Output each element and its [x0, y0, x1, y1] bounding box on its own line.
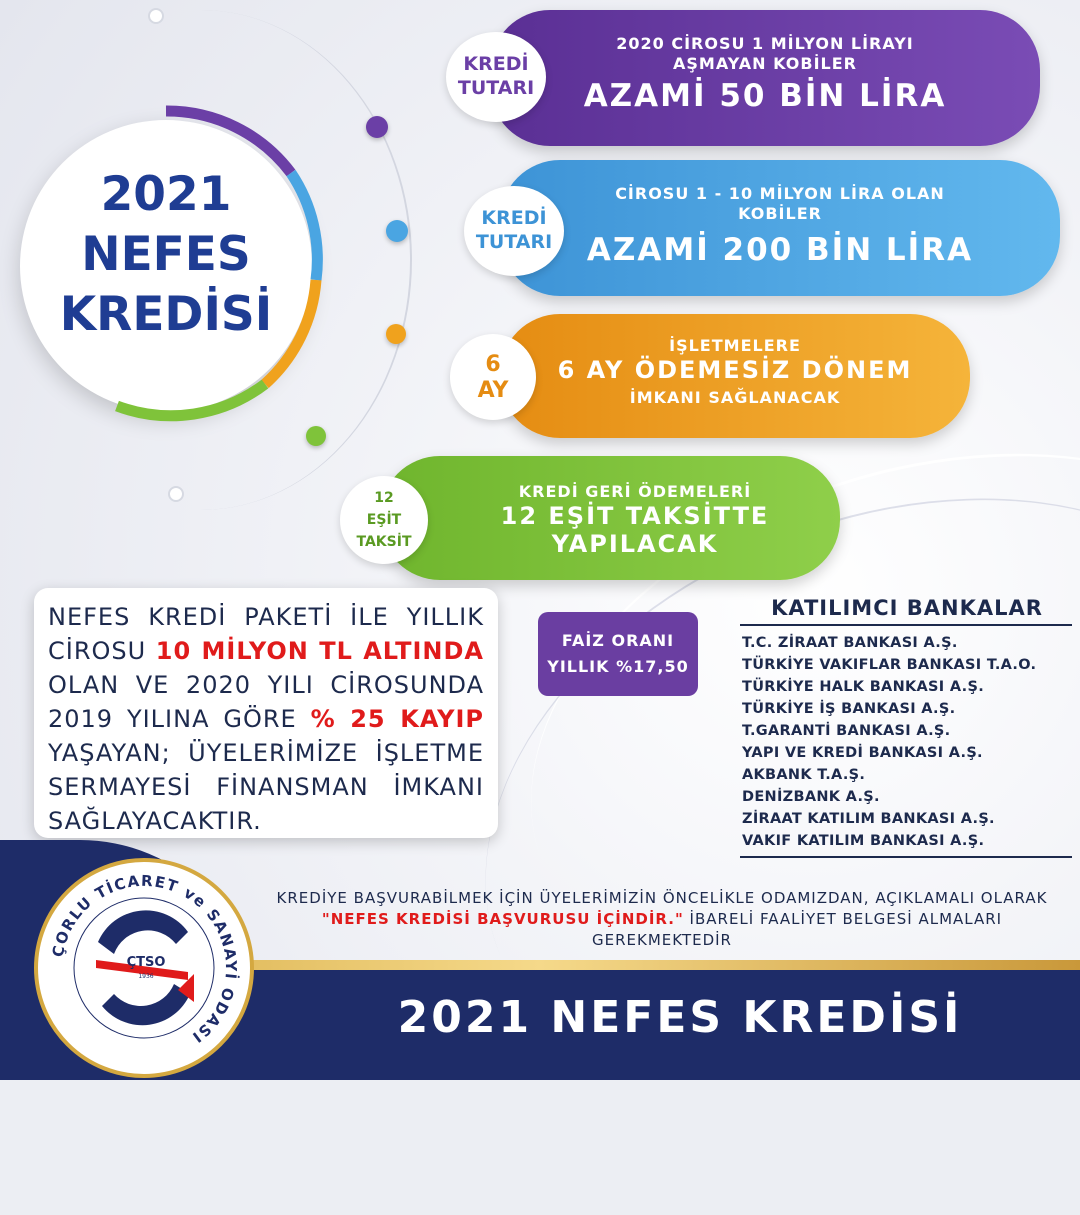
banks-list	[742, 632, 1080, 852]
ctso-logo-emblem	[38, 862, 250, 1074]
card-1-line2: AŞMAYAN KOBİLER	[673, 54, 857, 73]
card-4-line1: KREDİ GERİ ÖDEMELERİ	[518, 482, 752, 501]
blue-dot	[386, 220, 408, 242]
divider	[740, 624, 1072, 626]
bank-item: YAPI VE KREDİ BANKASI A.Ş.	[742, 745, 983, 761]
card-2-headline: AZAMİ 200 BİN LİRA	[586, 232, 974, 268]
card-1-headline: AZAMİ 50 BİN LİRA	[583, 78, 947, 114]
card-3-line1: İŞLETMELERE	[669, 336, 801, 355]
logo-center-text: ÇTSO	[126, 955, 166, 970]
bank-item: TÜRKİYE HALK BANKASI A.Ş.	[742, 679, 984, 695]
bank-item: T.GARANTİ BANKASI A.Ş.	[742, 723, 951, 739]
bank-item: TÜRKİYE İŞ BANKASI A.Ş.	[742, 701, 956, 717]
green-dot	[306, 426, 326, 446]
card-3-headline: 6 AY ÖDEMESİZ DÖNEM	[557, 356, 913, 384]
timeline-end-dot	[168, 486, 184, 502]
footer-title: 2021 NEFES KREDİSİ	[397, 992, 963, 1043]
bank-item: DENİZBANK A.Ş.	[742, 789, 880, 805]
grace-period-card	[500, 314, 970, 438]
logo-ring-text: ÇORLU TİCARET ve SANAYİ ODASI	[48, 871, 241, 1047]
bank-item: T.C. ZİRAAT BANKASI A.Ş.	[742, 635, 958, 651]
logo-year-text: 1936	[138, 973, 154, 980]
card-1-tab: KREDİ TUTARI	[446, 32, 546, 122]
main-title: 2021 NEFES KREDİSİ	[59, 167, 273, 342]
bank-item: ZİRAAT KATILIM BANKASI A.Ş.	[742, 811, 995, 827]
card-4-headline-2: YAPILACAK	[551, 530, 719, 558]
bank-item: AKBANK T.A.Ş.	[742, 767, 866, 783]
interest-rate-badge: FAİZ ORANI YILLIK %17,50	[538, 612, 698, 696]
info-text: NEFES KREDİ PAKETİ İLE YILLIK CİROSU 10 MİLYON TL ALTINDA OLAN VE 2020 YILI CİROSUNDA 2019 YILINA GÖRE % 25 KAYIP YAŞAYAN; ÜYELERİMİZE İŞLETME SERMAYESİ FİNANSMAN İMKANI SAĞLAYACAKTIR.	[48, 603, 484, 835]
divider	[740, 856, 1072, 858]
application-note: KREDİYE BAŞVURABİLMEK İÇİN ÜYELERİMİZİN ÖNCELİKLE ODAMIZDAN, AÇIKLAMALI OLARAK "NEFES KREDİSİ BAŞVURUSU İÇİNDİR." İBARELİ FAALİYET BELGESİ ALMALARI GEREKMEKTEDİR	[276, 889, 1048, 949]
banks-title: KATILIMCI BANKALAR	[771, 596, 1043, 620]
bank-item: VAKIF KATILIM BANKASI A.Ş.	[742, 833, 985, 849]
ctso-logo	[34, 858, 254, 1078]
purple-dot	[366, 116, 388, 138]
bank-item: TÜRKİYE VAKIFLAR BANKASI T.A.O.	[742, 657, 1037, 673]
card-2-line2: KOBİLER	[738, 204, 822, 223]
info-box	[34, 588, 498, 838]
orange-dot	[386, 324, 406, 344]
credit-amount-card-1	[490, 10, 1040, 146]
card-4-tab: 12 EŞİT TAKSİT	[340, 476, 428, 564]
card-3-line2: İMKANI SAĞLANACAK	[629, 388, 841, 407]
card-3-tab: 6 AY	[450, 334, 536, 420]
card-1-line1: 2020 CİROSU 1 MİLYON LİRAYI	[616, 34, 914, 53]
card-2-tab: KREDİ TUTARI	[464, 186, 564, 276]
installment-card	[380, 456, 840, 580]
card-4-headline: 12 EŞİT TAKSİTTE	[500, 502, 770, 530]
card-2-line1: CİROSU 1 - 10 MİLYON LİRA OLAN	[615, 184, 945, 203]
credit-amount-card-2	[500, 160, 1060, 296]
